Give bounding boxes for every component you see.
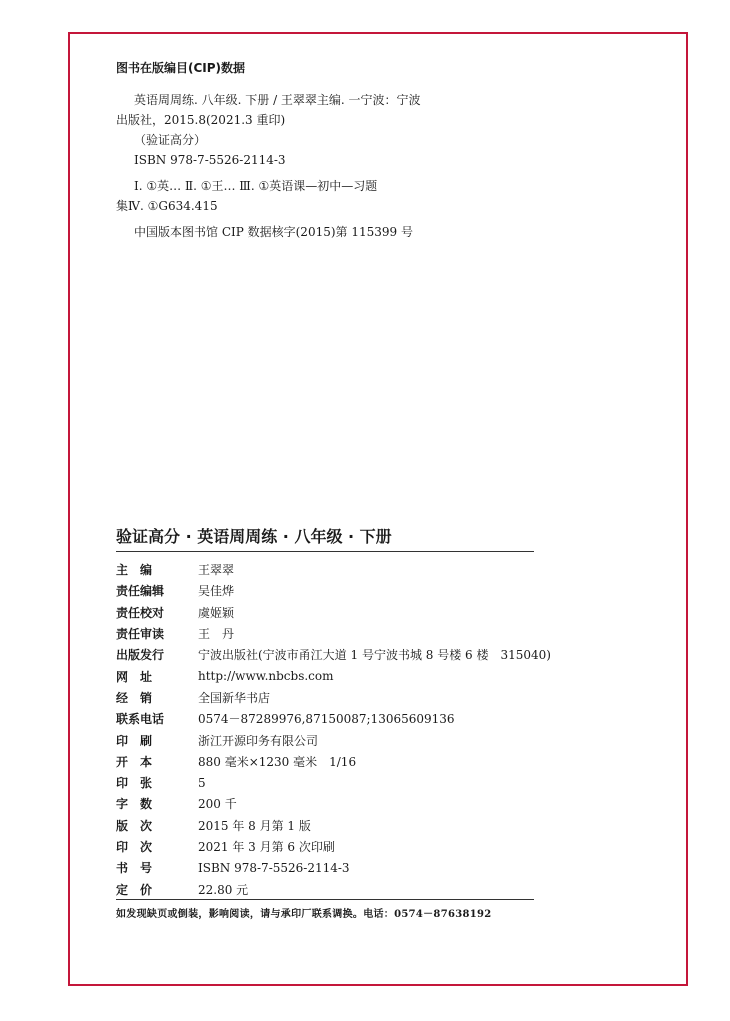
credit-value: 2015 年 8 月第 1 版	[198, 818, 311, 833]
credit-row	[116, 665, 596, 686]
website-link[interactable]: http://www.nbcbs.com	[198, 669, 334, 684]
credit-row	[116, 644, 596, 665]
credit-row	[116, 751, 596, 772]
credit-row	[116, 687, 596, 708]
credit-value: 5	[198, 775, 206, 790]
credit-value: 吴佳烨	[198, 584, 235, 599]
cip-isbn: ISBN 978-7-5526-2114-3	[134, 153, 286, 167]
cip-line: Ⅰ. ①英… Ⅱ. ①王… Ⅲ. ①英语课—初中—习题	[134, 179, 378, 193]
cip-line: 英语周周练. 八年级. 下册 / 王翠翠主编. 一宁波：宁波	[134, 93, 421, 107]
credit-value: 全国新华书店	[198, 690, 271, 705]
credit-label: 版 次	[116, 818, 153, 833]
credit-row	[116, 623, 596, 644]
credit-row	[116, 857, 596, 878]
credit-value: 880 毫米×1230 毫米 1/16	[198, 754, 357, 769]
credit-row	[116, 815, 596, 836]
credits-table	[116, 559, 596, 900]
cip-block	[116, 58, 536, 242]
credit-label: 责任编辑	[116, 584, 165, 599]
credit-label: 开 本	[116, 754, 153, 769]
credit-label: 定 价	[116, 882, 153, 897]
credit-label: 责任审读	[116, 627, 165, 642]
title-divider	[116, 551, 534, 552]
cip-title: 图书在版编目(CIP)数据	[116, 61, 246, 75]
credit-label: 书 号	[116, 861, 153, 876]
credit-value: 浙江开源印务有限公司	[198, 733, 319, 748]
credit-label: 经 销	[116, 690, 153, 705]
replacement-notice: 如发现缺页或倒装，影响阅读，请与承印厂联系调换。电话：0574－87638192	[116, 909, 492, 920]
credit-value: 2021 年 3 月第 6 次印刷	[198, 840, 335, 854]
credit-row	[116, 602, 596, 623]
credit-row	[116, 793, 596, 814]
footer-divider	[116, 899, 534, 900]
cip-line: 出版社，2015.8(2021.3 重印)	[116, 113, 286, 127]
credit-label: 出版发行	[116, 648, 165, 663]
credit-value: 200 千	[198, 797, 237, 812]
credit-row	[116, 580, 596, 601]
credit-row	[116, 878, 596, 899]
credit-row	[116, 559, 596, 580]
credit-label: 主 编	[116, 563, 153, 578]
credit-label: 网 址	[116, 669, 153, 684]
cip-line: 中国版本图书馆 CIP 数据核字(2015)第 115399 号	[134, 225, 413, 239]
credit-value: 王 丹	[198, 627, 235, 642]
book-title: 验证高分 · 英语周周练 · 八年级 · 下册	[116, 527, 392, 546]
credit-value: 0574－87289976,87150087;13065609136	[198, 712, 455, 727]
credit-label: 联系电话	[116, 712, 165, 727]
credit-value: 22.80 元	[198, 882, 249, 897]
credit-row	[116, 708, 596, 729]
credit-value: 王翠翠	[198, 563, 235, 578]
credit-label: 印 次	[116, 840, 153, 854]
credit-row	[116, 836, 596, 857]
credit-value: 宁波出版社(宁波市甬江大道 1 号宁波书城 8 号楼 6 楼 315040)	[198, 648, 551, 663]
cip-line: 集Ⅳ. ①G634.415	[116, 199, 218, 213]
credit-label: 责任校对	[116, 605, 165, 620]
credit-row	[116, 772, 596, 793]
credit-label: 印 刷	[116, 733, 153, 748]
credit-value: ISBN 978-7-5526-2114-3	[198, 860, 350, 875]
credit-value: 虞姬颖	[198, 605, 235, 620]
credit-label: 字 数	[116, 797, 153, 812]
credit-label: 印 张	[116, 776, 153, 791]
cip-line: （验证高分）	[134, 133, 207, 147]
credit-row	[116, 729, 596, 750]
